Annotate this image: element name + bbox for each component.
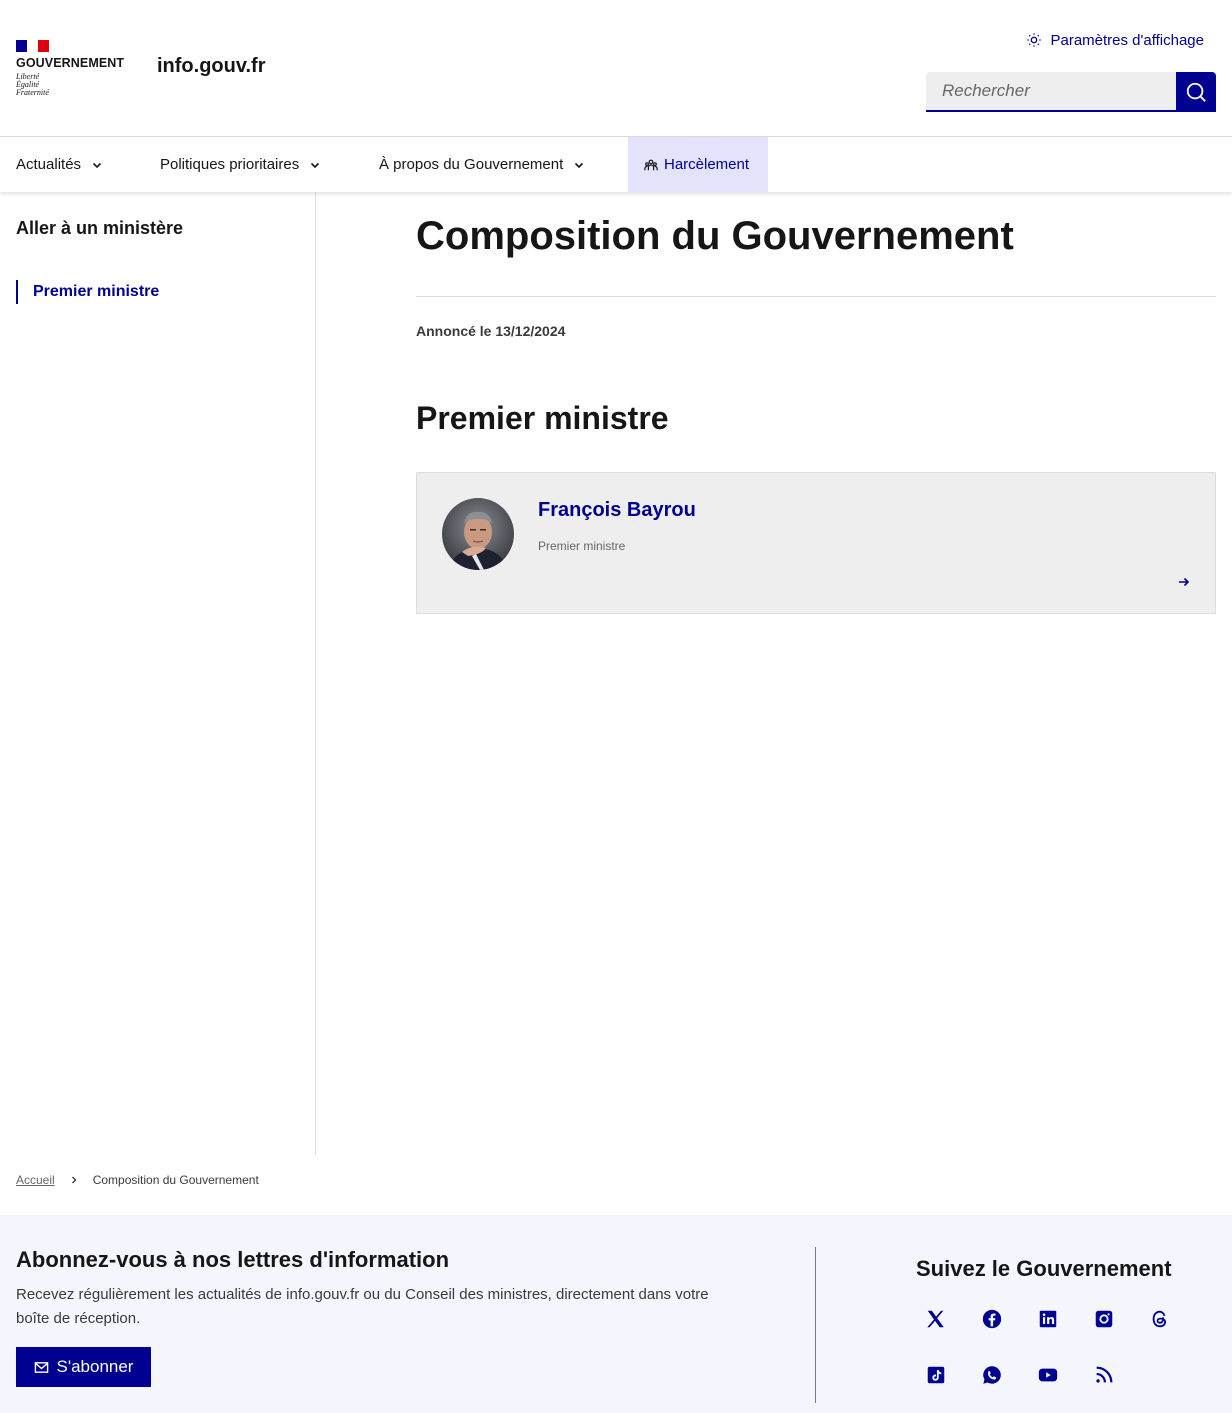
announcement-date: Annoncé le 13/12/2024 bbox=[416, 323, 566, 339]
youtube-icon bbox=[1037, 1364, 1059, 1386]
nav-item-a-propos[interactable]: À propos du Gouvernement bbox=[363, 137, 628, 192]
ministry-sidebar bbox=[0, 192, 316, 1155]
minister-name: François Bayrou bbox=[538, 499, 696, 521]
government-logo[interactable] bbox=[16, 40, 126, 97]
sidebar-item-premier-ministre[interactable]: Premier ministre bbox=[16, 280, 159, 304]
tiktok-icon bbox=[925, 1364, 947, 1386]
avatar bbox=[442, 498, 514, 570]
search-bar bbox=[926, 72, 1216, 112]
band-divider bbox=[815, 1247, 816, 1403]
display-settings-button[interactable] bbox=[1026, 30, 1204, 50]
social-x-link[interactable] bbox=[916, 1299, 956, 1339]
follow-title: Suivez le Gouvernement bbox=[916, 1256, 1172, 1281]
social-rss-link[interactable] bbox=[1084, 1355, 1124, 1395]
social-links bbox=[916, 1299, 1196, 1395]
facebook-icon bbox=[981, 1308, 1003, 1330]
page-title: Composition du Gouvernement bbox=[416, 214, 1014, 258]
breadcrumb-home-link[interactable]: Accueil bbox=[16, 1173, 55, 1187]
follow-band bbox=[0, 1215, 1232, 1413]
rss-icon bbox=[1093, 1364, 1115, 1386]
social-instagram-link[interactable] bbox=[1084, 1299, 1124, 1339]
marianne-flag-icon bbox=[16, 40, 49, 52]
social-youtube-link[interactable] bbox=[1028, 1355, 1068, 1395]
search-icon bbox=[1185, 81, 1207, 103]
social-linkedin-link[interactable] bbox=[1028, 1299, 1068, 1339]
sun-icon bbox=[1026, 32, 1042, 48]
motto: Liberté Égalité Fraternité bbox=[16, 72, 49, 97]
title-divider bbox=[416, 296, 1216, 297]
portrait-image bbox=[442, 498, 514, 570]
government-name: GOUVERNEMENT bbox=[16, 56, 125, 70]
instagram-icon bbox=[1093, 1308, 1115, 1330]
social-whatsapp-link[interactable] bbox=[972, 1355, 1012, 1395]
x-icon bbox=[925, 1308, 947, 1330]
nav-item-harcelement[interactable]: Harcèlement bbox=[628, 137, 768, 192]
threads-icon bbox=[1149, 1308, 1171, 1330]
search-button[interactable] bbox=[1176, 72, 1216, 112]
chevron-down-icon bbox=[573, 159, 585, 171]
whatsapp-icon bbox=[981, 1364, 1003, 1386]
chevron-down-icon bbox=[91, 159, 103, 171]
breadcrumb bbox=[16, 1173, 259, 1187]
nav-item-actualites[interactable]: Actualités bbox=[0, 137, 144, 192]
chevron-down-icon bbox=[309, 159, 321, 171]
social-facebook-link[interactable] bbox=[972, 1299, 1012, 1339]
mail-icon bbox=[34, 1360, 49, 1375]
site-title[interactable]: info.gouv.fr bbox=[157, 55, 266, 77]
people-icon bbox=[644, 158, 658, 172]
minister-role: Premier ministre bbox=[538, 539, 626, 553]
social-tiktok-link[interactable] bbox=[916, 1355, 956, 1395]
main-navigation bbox=[0, 137, 1232, 192]
sidebar-title: Aller à un ministère bbox=[16, 218, 184, 238]
newsletter-block bbox=[16, 1247, 736, 1331]
breadcrumb-current: Composition du Gouvernement bbox=[92, 1173, 259, 1187]
minister-card[interactable] bbox=[416, 472, 1216, 614]
newsletter-text: Recevez régulièrement les actualités de info.gouv.fr ou du Conseil des ministres, directement dans votre boîte de réception. bbox=[16, 1286, 709, 1327]
section-title: Premier ministre bbox=[416, 400, 669, 436]
newsletter-title: Abonnez-vous à nos lettres d'information bbox=[16, 1247, 450, 1272]
chevron-right-icon bbox=[69, 1175, 79, 1185]
arrow-right-icon bbox=[1178, 576, 1190, 588]
nav-item-politiques[interactable]: Politiques prioritaires bbox=[144, 137, 363, 192]
subscribe-button[interactable]: S'abonner bbox=[16, 1347, 151, 1387]
site-header bbox=[0, 0, 1232, 137]
linkedin-icon bbox=[1037, 1308, 1059, 1330]
search-input[interactable] bbox=[926, 72, 1176, 112]
social-threads-link[interactable] bbox=[1140, 1299, 1180, 1339]
display-settings-label: Paramètres d'affichage bbox=[1050, 31, 1204, 49]
